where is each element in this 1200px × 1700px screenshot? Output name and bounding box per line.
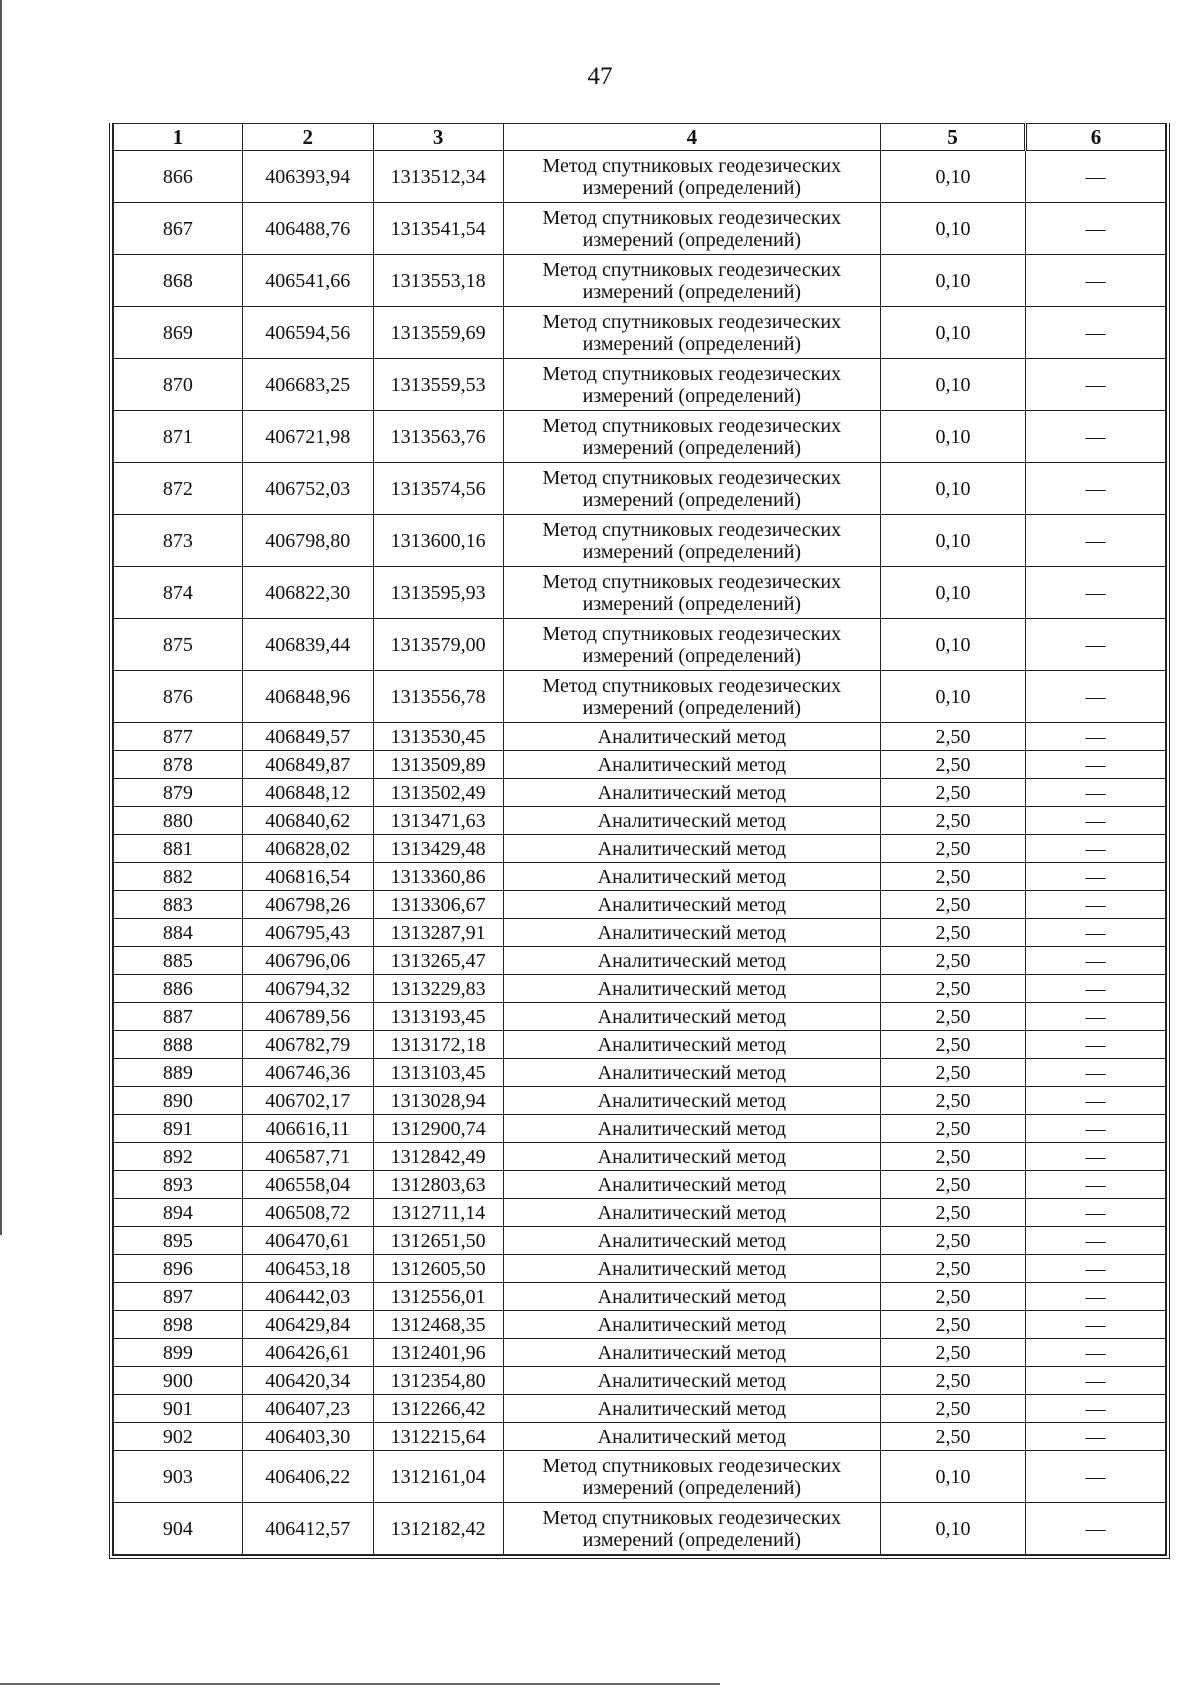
cell-point-number: 902 xyxy=(114,1423,243,1451)
cell-point-number: 883 xyxy=(114,891,243,919)
cell-coord-y: 1312182,42 xyxy=(373,1503,503,1555)
table-row xyxy=(114,203,1166,255)
cell-coord-y: 1313559,69 xyxy=(373,307,503,359)
cell-coord-x: 406848,12 xyxy=(242,779,373,807)
cell-method: Метод спутниковых геодезических измерений (определений) xyxy=(503,671,881,723)
cell-coord-y: 1313512,34 xyxy=(373,151,503,203)
table-row xyxy=(114,1395,1166,1423)
cell-note: — xyxy=(1026,919,1166,947)
cell-method: Метод спутниковых геодезических измерений (определений) xyxy=(503,255,881,307)
header-col-4: 4 xyxy=(503,124,881,151)
cell-accuracy: 2,50 xyxy=(881,1227,1026,1255)
coordinates-table xyxy=(113,123,1166,1555)
table-row xyxy=(114,307,1166,359)
cell-accuracy: 0,10 xyxy=(881,151,1026,203)
cell-point-number: 892 xyxy=(114,1143,243,1171)
cell-method: Аналитический метод xyxy=(503,723,881,751)
cell-coord-x: 406798,80 xyxy=(242,515,373,567)
cell-coord-y: 1313509,89 xyxy=(373,751,503,779)
cell-coord-x: 406794,32 xyxy=(242,975,373,1003)
cell-note: — xyxy=(1026,1503,1166,1555)
cell-accuracy: 0,10 xyxy=(881,307,1026,359)
cell-accuracy: 2,50 xyxy=(881,1199,1026,1227)
table-row xyxy=(114,1255,1166,1283)
cell-coord-y: 1313028,94 xyxy=(373,1087,503,1115)
table-row xyxy=(114,1339,1166,1367)
cell-note: — xyxy=(1026,359,1166,411)
coordinates-table-frame xyxy=(109,123,1170,1559)
cell-point-number: 890 xyxy=(114,1087,243,1115)
scan-edge-bottom xyxy=(0,1683,720,1685)
table-row xyxy=(114,671,1166,723)
table-body xyxy=(114,151,1166,1555)
cell-accuracy: 2,50 xyxy=(881,1395,1026,1423)
table-row xyxy=(114,255,1166,307)
cell-coord-y: 1313429,48 xyxy=(373,835,503,863)
cell-coord-x: 406393,94 xyxy=(242,151,373,203)
cell-coord-y: 1312842,49 xyxy=(373,1143,503,1171)
cell-note: — xyxy=(1026,671,1166,723)
cell-note: — xyxy=(1026,723,1166,751)
cell-coord-x: 406752,03 xyxy=(242,463,373,515)
cell-method: Аналитический метод xyxy=(503,1143,881,1171)
cell-coord-y: 1313360,86 xyxy=(373,863,503,891)
cell-coord-x: 406798,26 xyxy=(242,891,373,919)
table-row xyxy=(114,1311,1166,1339)
cell-coord-y: 1312605,50 xyxy=(373,1255,503,1283)
cell-method: Метод спутниковых геодезических измерений (определений) xyxy=(503,203,881,255)
table-row xyxy=(114,411,1166,463)
cell-accuracy: 2,50 xyxy=(881,1367,1026,1395)
cell-method: Метод спутниковых геодезических измерений (определений) xyxy=(503,515,881,567)
table-row xyxy=(114,515,1166,567)
cell-coord-x: 406453,18 xyxy=(242,1255,373,1283)
cell-method: Аналитический метод xyxy=(503,1031,881,1059)
cell-coord-x: 406488,76 xyxy=(242,203,373,255)
cell-accuracy: 0,10 xyxy=(881,463,1026,515)
cell-point-number: 879 xyxy=(114,779,243,807)
cell-note: — xyxy=(1026,1115,1166,1143)
cell-accuracy: 0,10 xyxy=(881,1503,1026,1555)
cell-accuracy: 2,50 xyxy=(881,723,1026,751)
cell-coord-x: 406746,36 xyxy=(242,1059,373,1087)
cell-coord-x: 406839,44 xyxy=(242,619,373,671)
cell-coord-x: 406412,57 xyxy=(242,1503,373,1555)
cell-accuracy: 2,50 xyxy=(881,1283,1026,1311)
cell-coord-y: 1312215,64 xyxy=(373,1423,503,1451)
cell-accuracy: 0,10 xyxy=(881,359,1026,411)
cell-note: — xyxy=(1026,891,1166,919)
cell-note: — xyxy=(1026,1395,1166,1423)
table-row xyxy=(114,463,1166,515)
table-row xyxy=(114,723,1166,751)
cell-point-number: 877 xyxy=(114,723,243,751)
cell-point-number: 895 xyxy=(114,1227,243,1255)
cell-coord-x: 406796,06 xyxy=(242,947,373,975)
cell-note: — xyxy=(1026,1311,1166,1339)
cell-note: — xyxy=(1026,567,1166,619)
cell-method: Метод спутниковых геодезических измерений (определений) xyxy=(503,307,881,359)
cell-accuracy: 2,50 xyxy=(881,1255,1026,1283)
header-col-1: 1 xyxy=(114,124,243,151)
cell-coord-y: 1313103,45 xyxy=(373,1059,503,1087)
cell-coord-x: 406429,84 xyxy=(242,1311,373,1339)
cell-note: — xyxy=(1026,1451,1166,1503)
cell-coord-y: 1313541,54 xyxy=(373,203,503,255)
table-row xyxy=(114,619,1166,671)
cell-coord-x: 406403,30 xyxy=(242,1423,373,1451)
cell-coord-x: 406541,66 xyxy=(242,255,373,307)
cell-coord-x: 406558,04 xyxy=(242,1171,373,1199)
table-row xyxy=(114,1503,1166,1555)
cell-method: Аналитический метод xyxy=(503,1339,881,1367)
cell-point-number: 878 xyxy=(114,751,243,779)
cell-coord-y: 1313471,63 xyxy=(373,807,503,835)
cell-note: — xyxy=(1026,1171,1166,1199)
cell-accuracy: 2,50 xyxy=(881,835,1026,863)
cell-point-number: 880 xyxy=(114,807,243,835)
cell-coord-x: 406683,25 xyxy=(242,359,373,411)
cell-coord-x: 406789,56 xyxy=(242,1003,373,1031)
cell-point-number: 903 xyxy=(114,1451,243,1503)
cell-note: — xyxy=(1026,975,1166,1003)
cell-point-number: 904 xyxy=(114,1503,243,1555)
cell-note: — xyxy=(1026,307,1166,359)
cell-method: Аналитический метод xyxy=(503,863,881,891)
cell-method: Метод спутниковых геодезических измерений (определений) xyxy=(503,411,881,463)
cell-point-number: 875 xyxy=(114,619,243,671)
cell-method: Аналитический метод xyxy=(503,975,881,1003)
cell-note: — xyxy=(1026,779,1166,807)
cell-note: — xyxy=(1026,1339,1166,1367)
cell-coord-x: 406849,87 xyxy=(242,751,373,779)
cell-point-number: 868 xyxy=(114,255,243,307)
cell-accuracy: 2,50 xyxy=(881,1339,1026,1367)
cell-method: Аналитический метод xyxy=(503,1059,881,1087)
cell-point-number: 888 xyxy=(114,1031,243,1059)
cell-point-number: 896 xyxy=(114,1255,243,1283)
cell-accuracy: 2,50 xyxy=(881,947,1026,975)
cell-accuracy: 2,50 xyxy=(881,1087,1026,1115)
cell-note: — xyxy=(1026,1059,1166,1087)
table-row xyxy=(114,1143,1166,1171)
table-row xyxy=(114,779,1166,807)
cell-note: — xyxy=(1026,947,1166,975)
cell-coord-x: 406406,22 xyxy=(242,1451,373,1503)
table-row xyxy=(114,891,1166,919)
cell-coord-y: 1312354,80 xyxy=(373,1367,503,1395)
cell-method: Метод спутниковых геодезических измерений (определений) xyxy=(503,567,881,619)
cell-method: Аналитический метод xyxy=(503,1311,881,1339)
table-row xyxy=(114,1031,1166,1059)
cell-method: Метод спутниковых геодезических измерений (определений) xyxy=(503,359,881,411)
cell-method: Аналитический метод xyxy=(503,779,881,807)
cell-point-number: 876 xyxy=(114,671,243,723)
cell-coord-y: 1313530,45 xyxy=(373,723,503,751)
table-row xyxy=(114,1423,1166,1451)
cell-point-number: 887 xyxy=(114,1003,243,1031)
cell-method: Аналитический метод xyxy=(503,1227,881,1255)
cell-point-number: 870 xyxy=(114,359,243,411)
cell-point-number: 874 xyxy=(114,567,243,619)
table-row xyxy=(114,1003,1166,1031)
cell-note: — xyxy=(1026,411,1166,463)
cell-method: Аналитический метод xyxy=(503,891,881,919)
cell-point-number: 900 xyxy=(114,1367,243,1395)
cell-coord-y: 1313193,45 xyxy=(373,1003,503,1031)
cell-method: Аналитический метод xyxy=(503,1395,881,1423)
cell-coord-x: 406840,62 xyxy=(242,807,373,835)
cell-method: Аналитический метод xyxy=(503,947,881,975)
cell-point-number: 897 xyxy=(114,1283,243,1311)
cell-note: — xyxy=(1026,619,1166,671)
cell-note: — xyxy=(1026,1003,1166,1031)
cell-method: Метод спутниковых геодезических измерений (определений) xyxy=(503,619,881,671)
cell-point-number: 869 xyxy=(114,307,243,359)
cell-method: Аналитический метод xyxy=(503,1171,881,1199)
cell-method: Аналитический метод xyxy=(503,1283,881,1311)
cell-note: — xyxy=(1026,1255,1166,1283)
cell-method: Метод спутниковых геодезических измерений (определений) xyxy=(503,151,881,203)
cell-coord-x: 406721,98 xyxy=(242,411,373,463)
cell-point-number: 894 xyxy=(114,1199,243,1227)
table-row xyxy=(114,807,1166,835)
cell-accuracy: 0,10 xyxy=(881,619,1026,671)
cell-coord-x: 406849,57 xyxy=(242,723,373,751)
header-col-6: 6 xyxy=(1026,124,1166,151)
cell-accuracy: 2,50 xyxy=(881,779,1026,807)
cell-accuracy: 0,10 xyxy=(881,1451,1026,1503)
cell-coord-y: 1312711,14 xyxy=(373,1199,503,1227)
cell-coord-x: 406594,56 xyxy=(242,307,373,359)
cell-note: — xyxy=(1026,463,1166,515)
cell-accuracy: 2,50 xyxy=(881,975,1026,1003)
table-row xyxy=(114,1227,1166,1255)
scan-edge-left xyxy=(0,0,2,1235)
cell-method: Аналитический метод xyxy=(503,835,881,863)
cell-note: — xyxy=(1026,1199,1166,1227)
cell-coord-y: 1312900,74 xyxy=(373,1115,503,1143)
table-row xyxy=(114,1451,1166,1503)
cell-coord-y: 1312468,35 xyxy=(373,1311,503,1339)
cell-point-number: 901 xyxy=(114,1395,243,1423)
cell-method: Аналитический метод xyxy=(503,751,881,779)
header-col-3: 3 xyxy=(373,124,503,151)
cell-point-number: 873 xyxy=(114,515,243,567)
cell-coord-y: 1312556,01 xyxy=(373,1283,503,1311)
cell-point-number: 871 xyxy=(114,411,243,463)
cell-coord-y: 1313306,67 xyxy=(373,891,503,919)
cell-coord-y: 1313563,76 xyxy=(373,411,503,463)
cell-method: Аналитический метод xyxy=(503,919,881,947)
cell-coord-y: 1312651,50 xyxy=(373,1227,503,1255)
cell-accuracy: 2,50 xyxy=(881,1423,1026,1451)
cell-method: Аналитический метод xyxy=(503,1115,881,1143)
cell-coord-y: 1313556,78 xyxy=(373,671,503,723)
cell-coord-x: 406828,02 xyxy=(242,835,373,863)
cell-coord-x: 406407,23 xyxy=(242,1395,373,1423)
cell-point-number: 885 xyxy=(114,947,243,975)
cell-accuracy: 2,50 xyxy=(881,1171,1026,1199)
cell-accuracy: 2,50 xyxy=(881,891,1026,919)
cell-point-number: 866 xyxy=(114,151,243,203)
table-row xyxy=(114,1171,1166,1199)
table-row xyxy=(114,151,1166,203)
cell-coord-x: 406848,96 xyxy=(242,671,373,723)
cell-accuracy: 0,10 xyxy=(881,255,1026,307)
cell-method: Аналитический метод xyxy=(503,1255,881,1283)
cell-method: Аналитический метод xyxy=(503,1003,881,1031)
cell-coord-x: 406822,30 xyxy=(242,567,373,619)
cell-method: Аналитический метод xyxy=(503,1199,881,1227)
cell-accuracy: 2,50 xyxy=(881,1031,1026,1059)
cell-note: — xyxy=(1026,151,1166,203)
cell-coord-x: 406616,11 xyxy=(242,1115,373,1143)
cell-coord-x: 406426,61 xyxy=(242,1339,373,1367)
cell-method: Аналитический метод xyxy=(503,1367,881,1395)
cell-note: — xyxy=(1026,255,1166,307)
cell-point-number: 891 xyxy=(114,1115,243,1143)
table-row xyxy=(114,919,1166,947)
cell-point-number: 884 xyxy=(114,919,243,947)
cell-point-number: 867 xyxy=(114,203,243,255)
table-row xyxy=(114,1087,1166,1115)
cell-point-number: 886 xyxy=(114,975,243,1003)
table-row xyxy=(114,975,1166,1003)
cell-accuracy: 2,50 xyxy=(881,1059,1026,1087)
cell-note: — xyxy=(1026,1423,1166,1451)
table-row xyxy=(114,1059,1166,1087)
table-row xyxy=(114,1115,1166,1143)
table-row xyxy=(114,567,1166,619)
cell-method: Метод спутниковых геодезических измерений (определений) xyxy=(503,463,881,515)
cell-point-number: 881 xyxy=(114,835,243,863)
cell-note: — xyxy=(1026,1227,1166,1255)
cell-coord-x: 406587,71 xyxy=(242,1143,373,1171)
cell-accuracy: 0,10 xyxy=(881,515,1026,567)
cell-coord-y: 1313265,47 xyxy=(373,947,503,975)
cell-note: — xyxy=(1026,1367,1166,1395)
cell-coord-x: 406420,34 xyxy=(242,1367,373,1395)
cell-accuracy: 2,50 xyxy=(881,1003,1026,1031)
cell-point-number: 872 xyxy=(114,463,243,515)
cell-accuracy: 0,10 xyxy=(881,671,1026,723)
cell-coord-x: 406795,43 xyxy=(242,919,373,947)
cell-accuracy: 2,50 xyxy=(881,1143,1026,1171)
cell-accuracy: 2,50 xyxy=(881,751,1026,779)
table-row xyxy=(114,947,1166,975)
cell-method: Аналитический метод xyxy=(503,1423,881,1451)
cell-method: Метод спутниковых геодезических измерений (определений) xyxy=(503,1451,881,1503)
cell-note: — xyxy=(1026,751,1166,779)
cell-note: — xyxy=(1026,1031,1166,1059)
cell-accuracy: 2,50 xyxy=(881,1115,1026,1143)
cell-note: — xyxy=(1026,203,1166,255)
cell-coord-y: 1313553,18 xyxy=(373,255,503,307)
cell-coord-y: 1312401,96 xyxy=(373,1339,503,1367)
table-row xyxy=(114,863,1166,891)
cell-coord-y: 1312266,42 xyxy=(373,1395,503,1423)
cell-note: — xyxy=(1026,1143,1166,1171)
table-row xyxy=(114,359,1166,411)
cell-coord-y: 1313229,83 xyxy=(373,975,503,1003)
cell-accuracy: 0,10 xyxy=(881,411,1026,463)
table-header-row xyxy=(114,124,1166,151)
header-col-5: 5 xyxy=(881,124,1026,151)
cell-coord-y: 1313172,18 xyxy=(373,1031,503,1059)
cell-coord-x: 406702,17 xyxy=(242,1087,373,1115)
cell-accuracy: 2,50 xyxy=(881,1311,1026,1339)
cell-coord-y: 1312161,04 xyxy=(373,1451,503,1503)
cell-point-number: 893 xyxy=(114,1171,243,1199)
cell-point-number: 882 xyxy=(114,863,243,891)
cell-note: — xyxy=(1026,1283,1166,1311)
cell-accuracy: 0,10 xyxy=(881,203,1026,255)
cell-coord-y: 1313600,16 xyxy=(373,515,503,567)
cell-method: Аналитический метод xyxy=(503,1087,881,1115)
cell-point-number: 898 xyxy=(114,1311,243,1339)
cell-coord-y: 1313579,00 xyxy=(373,619,503,671)
cell-note: — xyxy=(1026,835,1166,863)
cell-accuracy: 2,50 xyxy=(881,863,1026,891)
cell-coord-x: 406816,54 xyxy=(242,863,373,891)
cell-note: — xyxy=(1026,515,1166,567)
cell-accuracy: 2,50 xyxy=(881,919,1026,947)
cell-method: Аналитический метод xyxy=(503,807,881,835)
cell-coord-x: 406442,03 xyxy=(242,1283,373,1311)
cell-coord-y: 1313287,91 xyxy=(373,919,503,947)
cell-coord-y: 1312803,63 xyxy=(373,1171,503,1199)
cell-point-number: 899 xyxy=(114,1339,243,1367)
cell-coord-y: 1313574,56 xyxy=(373,463,503,515)
header-col-2: 2 xyxy=(242,124,373,151)
cell-point-number: 889 xyxy=(114,1059,243,1087)
table-row xyxy=(114,835,1166,863)
cell-method: Метод спутниковых геодезических измерений (определений) xyxy=(503,1503,881,1555)
table-row xyxy=(114,751,1166,779)
cell-accuracy: 2,50 xyxy=(881,807,1026,835)
cell-coord-y: 1313502,49 xyxy=(373,779,503,807)
cell-accuracy: 0,10 xyxy=(881,567,1026,619)
table-row xyxy=(114,1283,1166,1311)
table-row xyxy=(114,1367,1166,1395)
cell-coord-y: 1313559,53 xyxy=(373,359,503,411)
cell-coord-x: 406470,61 xyxy=(242,1227,373,1255)
cell-coord-x: 406782,79 xyxy=(242,1031,373,1059)
cell-note: — xyxy=(1026,807,1166,835)
cell-note: — xyxy=(1026,1087,1166,1115)
page-number: 47 xyxy=(587,63,613,90)
table-row xyxy=(114,1199,1166,1227)
cell-coord-y: 1313595,93 xyxy=(373,567,503,619)
cell-coord-x: 406508,72 xyxy=(242,1199,373,1227)
cell-note: — xyxy=(1026,863,1166,891)
